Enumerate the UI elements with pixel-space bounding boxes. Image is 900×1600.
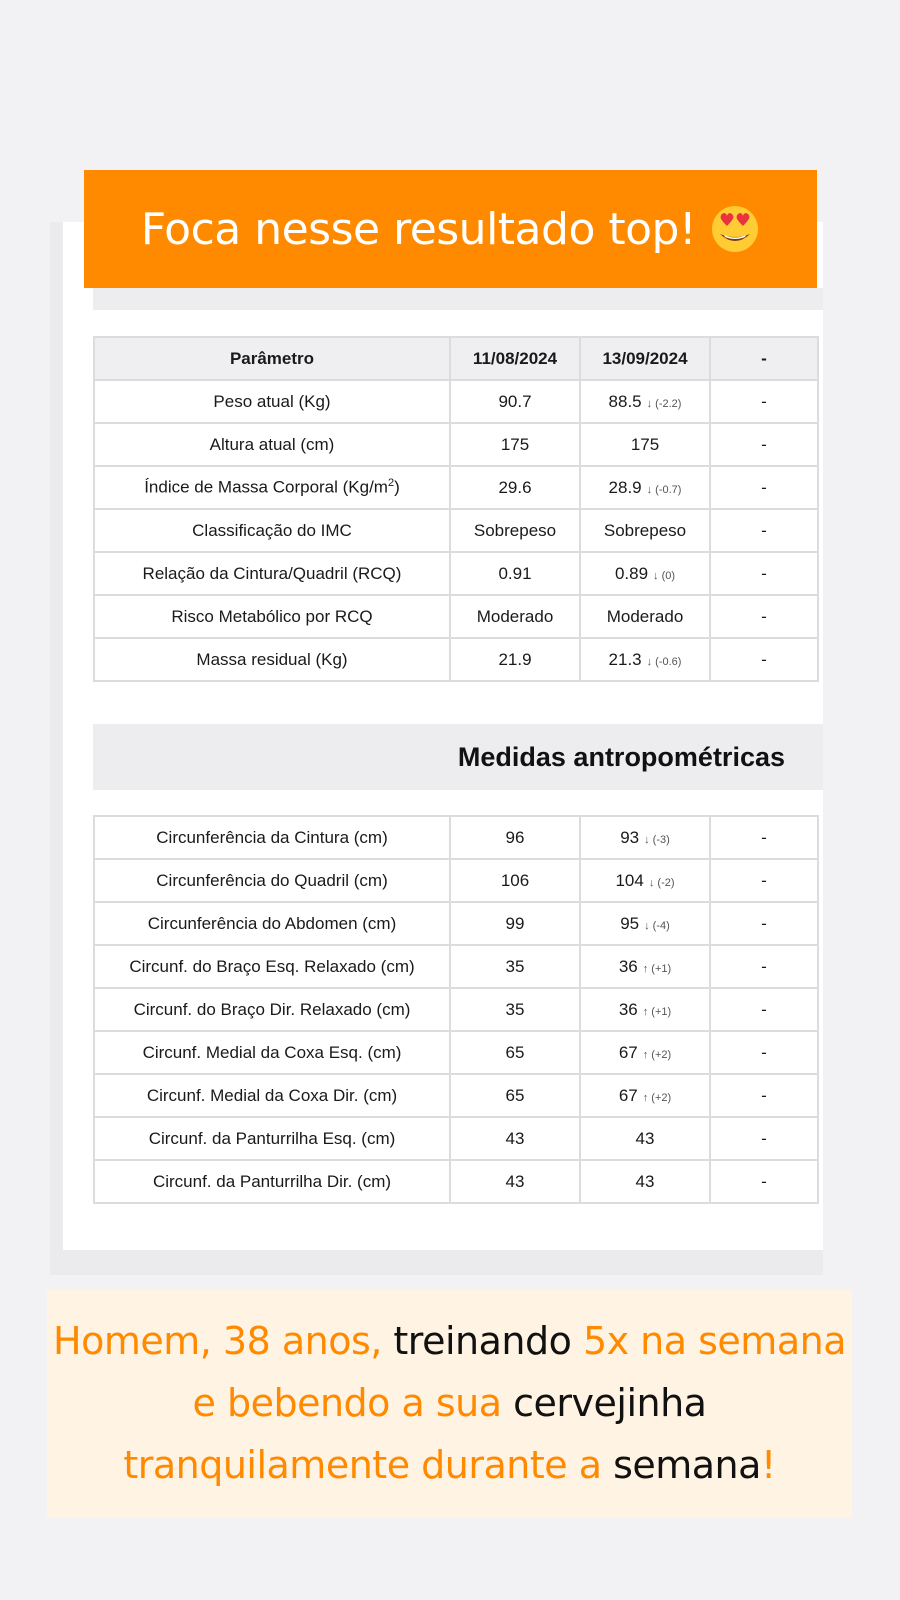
- table-row: [94, 552, 818, 595]
- parameter-cell: [94, 816, 450, 859]
- value-date-2-text: Moderado: [606, 606, 684, 626]
- parameter-cell: [94, 466, 450, 509]
- parameter-cell: [94, 988, 450, 1031]
- table-row: [94, 638, 818, 681]
- table-row: [94, 816, 818, 859]
- value-date-3: -: [710, 816, 818, 859]
- parameter-label: Circunferência da Cintura (cm): [156, 827, 388, 847]
- value-date-3: -: [710, 380, 818, 423]
- value-date-2: [580, 859, 710, 902]
- value-date-3: -: [710, 466, 818, 509]
- banner-text: Foca nesse resultado top!: [140, 203, 697, 255]
- value-date-1: 65: [450, 1031, 580, 1074]
- change-indicator: ↓ (-3): [644, 833, 670, 846]
- value-date-2: [580, 638, 710, 681]
- value-date-2-text: 67: [618, 1042, 638, 1062]
- value-date-2-text: 43: [635, 1171, 655, 1191]
- value-date-3: -: [710, 1074, 818, 1117]
- value-date-2: [580, 1074, 710, 1117]
- value-date-1: Sobrepeso: [450, 509, 580, 552]
- value-date-1: 99: [450, 902, 580, 945]
- value-date-1: 43: [450, 1160, 580, 1203]
- parameter-superscript: 2: [387, 477, 395, 490]
- change-indicator: ↑ (+1): [642, 1005, 672, 1018]
- change-indicator: ↓ (-0.7): [646, 483, 682, 496]
- change-indicator: ↓ (-2.2): [646, 397, 682, 410]
- value-date-2: [580, 988, 710, 1031]
- parameter-cell: [94, 1117, 450, 1160]
- value-date-2: [580, 1160, 710, 1203]
- value-date-2: [580, 595, 710, 638]
- table-row: [94, 509, 818, 552]
- value-date-3: -: [710, 509, 818, 552]
- parameter-label: Circunferência do Quadril (cm): [156, 870, 388, 890]
- parameter-label: Classificação do IMC: [192, 520, 352, 540]
- value-date-3: -: [710, 423, 818, 466]
- value-date-1: 43: [450, 1117, 580, 1160]
- table-row: [94, 1031, 818, 1074]
- value-date-1: 21.9: [450, 638, 580, 681]
- section-title: Medidas antropométricas: [93, 724, 823, 790]
- change-indicator: ↓ (0): [653, 569, 676, 582]
- caption-segment: cervejinha: [513, 1381, 707, 1425]
- parameter-label: Peso atual (Kg): [213, 391, 331, 411]
- value-date-2: [580, 380, 710, 423]
- value-date-2: [580, 466, 710, 509]
- value-date-2: [580, 552, 710, 595]
- value-date-3: -: [710, 859, 818, 902]
- parameter-label: Circunf. Medial da Coxa Esq. (cm): [142, 1042, 402, 1062]
- value-date-2-text: 104: [615, 870, 644, 890]
- value-date-1: 175: [450, 423, 580, 466]
- caption-segment: !: [760, 1443, 776, 1487]
- value-date-2: [580, 423, 710, 466]
- table-row: [94, 1160, 818, 1203]
- table-row: [94, 1117, 818, 1160]
- parameter-cell: [94, 552, 450, 595]
- value-date-2: [580, 1117, 710, 1160]
- heart-eyes-emoji-icon: [710, 204, 760, 254]
- parameter-suffix: ): [394, 477, 400, 497]
- caption-segment: treinando: [393, 1319, 583, 1363]
- header-parameter: Parâmetro: [94, 337, 450, 380]
- parameter-label: Altura atual (cm): [209, 434, 335, 454]
- parameter-cell: [94, 859, 450, 902]
- value-date-3: -: [710, 1117, 818, 1160]
- parameter-cell: [94, 945, 450, 988]
- value-date-2-text: 36: [618, 999, 638, 1019]
- change-indicator: ↑ (+1): [642, 962, 672, 975]
- parameter-label: Circunf. Medial da Coxa Dir. (cm): [146, 1085, 398, 1105]
- value-date-2: [580, 902, 710, 945]
- value-date-1: 35: [450, 945, 580, 988]
- value-date-3: -: [710, 1031, 818, 1074]
- value-date-2-text: 43: [635, 1128, 655, 1148]
- caption-segment: Homem, 38 anos,: [53, 1319, 394, 1363]
- parameter-cell: [94, 902, 450, 945]
- value-date-1: 29.6: [450, 466, 580, 509]
- change-indicator: ↓ (-0.6): [646, 655, 682, 668]
- value-date-2-text: 175: [630, 434, 660, 454]
- parameter-label: Circunf. do Braço Esq. Relaxado (cm): [129, 956, 415, 976]
- parameter-cell: [94, 1074, 450, 1117]
- value-date-2-text: 0.89: [614, 563, 649, 583]
- parameter-label: Índice de Massa Corporal (Kg/m: [144, 477, 388, 497]
- header-strip: [93, 288, 823, 310]
- value-date-3: -: [710, 945, 818, 988]
- table-row: [94, 380, 818, 423]
- results-table: [93, 336, 819, 682]
- parameter-cell: [94, 509, 450, 552]
- change-indicator: ↓ (-4): [644, 919, 670, 932]
- header-date-3: -: [710, 337, 818, 380]
- value-date-1: 90.7: [450, 380, 580, 423]
- value-date-1: 96: [450, 816, 580, 859]
- change-indicator: ↑ (+2): [642, 1091, 672, 1104]
- value-date-2-text: 88.5: [608, 391, 642, 411]
- change-indicator: ↓ (-2): [648, 876, 675, 889]
- parameter-label: Circunf. da Panturrilha Dir. (cm): [152, 1171, 392, 1191]
- parameter-cell: [94, 638, 450, 681]
- value-date-1: 65: [450, 1074, 580, 1117]
- table-header-row: [94, 337, 818, 380]
- table-row: [94, 859, 818, 902]
- value-date-1: 0.91: [450, 552, 580, 595]
- parameter-label: Circunf. do Braço Dir. Relaxado (cm): [133, 999, 411, 1019]
- value-date-2: [580, 945, 710, 988]
- table-row: [94, 423, 818, 466]
- value-date-2-text: Sobrepeso: [603, 520, 687, 540]
- value-date-1: 35: [450, 988, 580, 1031]
- title-banner: [84, 170, 817, 288]
- table-row: [94, 902, 818, 945]
- value-date-2-text: 67: [618, 1085, 638, 1105]
- table-row: [94, 466, 818, 509]
- parameter-cell: [94, 380, 450, 423]
- value-date-1: Moderado: [450, 595, 580, 638]
- value-date-2-text: 93: [620, 827, 640, 847]
- parameter-label: Circunferência do Abdomen (cm): [147, 913, 397, 933]
- value-date-3: -: [710, 638, 818, 681]
- header-date-2: 13/09/2024: [580, 337, 710, 380]
- value-date-2: [580, 509, 710, 552]
- value-date-3: -: [710, 595, 818, 638]
- table-row: [94, 595, 818, 638]
- change-indicator: ↑ (+2): [642, 1048, 672, 1061]
- value-date-2: [580, 816, 710, 859]
- parameter-label: Relação da Cintura/Quadril (RCQ): [142, 563, 402, 583]
- parameter-cell: [94, 595, 450, 638]
- table-row: [94, 945, 818, 988]
- caption-segment: tranquilamente durante a: [123, 1443, 614, 1487]
- anthropometric-table: [93, 815, 819, 1204]
- value-date-2: [580, 1031, 710, 1074]
- parameter-label: Massa residual (Kg): [196, 649, 348, 669]
- parameter-cell: [94, 423, 450, 466]
- value-date-2-text: 95: [620, 913, 640, 933]
- parameter-label: Circunf. da Panturrilha Esq. (cm): [148, 1128, 396, 1148]
- value-date-3: -: [710, 902, 818, 945]
- value-date-3: -: [710, 988, 818, 1031]
- parameter-label: Risco Metabólico por RCQ: [171, 606, 373, 626]
- table-row: [94, 1074, 818, 1117]
- caption-segment: 5x na semana e bebendo a sua: [192, 1319, 846, 1425]
- header-date-1: 11/08/2024: [450, 337, 580, 380]
- value-date-1: 106: [450, 859, 580, 902]
- value-date-2-text: 21.3: [608, 649, 642, 669]
- value-date-2-text: 36: [618, 956, 638, 976]
- value-date-3: -: [710, 1160, 818, 1203]
- caption-box: [47, 1290, 852, 1518]
- value-date-3: -: [710, 552, 818, 595]
- parameter-cell: [94, 1031, 450, 1074]
- table-row: [94, 988, 818, 1031]
- parameter-cell: [94, 1160, 450, 1203]
- value-date-2-text: 28.9: [608, 477, 642, 497]
- caption-segment: semana: [613, 1443, 761, 1487]
